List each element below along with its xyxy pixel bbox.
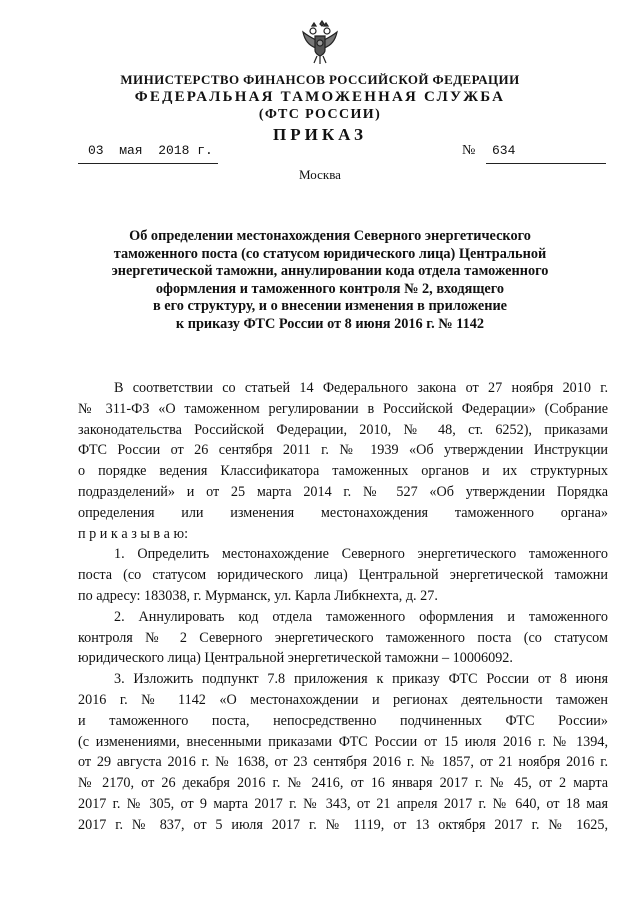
document-title bbox=[80, 228, 580, 333]
service-abbreviation: (ФТС РОССИИ) bbox=[258, 107, 382, 122]
body-line: контроля № 2 Северного энергетического таможенного поста (со статусом bbox=[78, 629, 608, 646]
body-line: (с изменениями, внесенными приказами ФТС России от 15 июля 2016 г. № 1394, bbox=[78, 733, 608, 750]
body-line: п р и к а з ы в а ю: bbox=[78, 525, 189, 542]
body-line: 2017 г. № 837, от 5 июля 2017 г. № 1119, от 13 октября 2017 г. № 1625, bbox=[78, 816, 608, 833]
title-line: оформления и таможенного контроля № 2, входящего bbox=[155, 280, 505, 297]
body-line: ФТС России от 26 сентября 2011 г. № 1939 «Об утверждении Инструкции bbox=[78, 442, 608, 459]
body-line: № 311-ФЗ «О таможенном регулировании в Российской Федерации» (Собрание bbox=[78, 400, 608, 417]
body-line: 3. Изложить подпункт 7.8 приложения к приказу ФТС России от 8 июня bbox=[114, 671, 608, 688]
title-line: в его структуру, и о внесении изменения в приложение bbox=[152, 298, 508, 314]
ministry-name: МИНИСТЕРСТВО ФИНАНСОВ РОССИЙСКОЙ ФЕДЕРАЦИИ bbox=[120, 72, 520, 87]
body-line: юридического лица) Центральной энергетической таможни – 10006092. bbox=[78, 650, 513, 667]
body-line: и таможенного поста, непосредственно подчиненных ФТС России» bbox=[78, 712, 608, 729]
body-line: № 2170, от 26 декабря 2016 г. № 2416, от 16 января 2017 г. № 45, от 2 марта bbox=[78, 775, 608, 792]
title-line: Об определении местонахождения Северного энергетического bbox=[129, 228, 531, 244]
body-line: 1. Определить местонахождение Северного энергетического таможенного bbox=[114, 546, 608, 563]
body-line: 2017 г. № 305, от 9 марта 2017 г. № 343, от 21 апреля 2017 г. № 640, от 18 мая bbox=[78, 795, 608, 812]
document-body bbox=[78, 378, 608, 836]
body-line: В соответствии со статьей 14 Федерального закона от 27 ноября 2010 г. bbox=[114, 380, 608, 396]
body-line: о порядке ведения Классификатора таможенных органов и их структурных bbox=[78, 463, 608, 480]
body-line: по адресу: 183038, г. Мурманск, ул. Карла Либкнехта, д. 27. bbox=[78, 587, 438, 604]
body-line: от 29 августа 2016 г. № 1638, от 23 сентября 2016 г. № 1857, от 21 ноября 2016 г. bbox=[78, 754, 608, 771]
body-line: определения или изменения местонахождения таможенного органа» bbox=[78, 504, 608, 521]
body-line: подразделений» и от 25 марта 2014 г. № 527 «Об утверждении Порядка bbox=[78, 483, 608, 500]
order-date: 03 мая 2018 г. bbox=[88, 143, 213, 158]
city: Москва bbox=[299, 167, 341, 182]
order-number: 634 bbox=[492, 143, 516, 158]
body-line: поста (со статусом юридического лица) Центральной энергетической таможни bbox=[78, 567, 608, 584]
body-line: 2016 г. № 1142 «О местонахождении и регионах деятельности таможен bbox=[78, 691, 608, 708]
document-type: ПРИКАЗ bbox=[273, 125, 367, 144]
title-line: к приказу ФТС России от 8 июня 2016 г. № 1142 bbox=[175, 315, 485, 332]
title-line: энергетической таможни, аннулировании кода отдела таможенного bbox=[111, 263, 549, 279]
number-label: № bbox=[462, 143, 476, 158]
body-line: законодательства Российской Федерации, 2010, № 48, ст. 6252), приказами bbox=[78, 421, 608, 438]
service-name: ФЕДЕРАЛЬНАЯ ТАМОЖЕННАЯ СЛУЖБА bbox=[134, 89, 506, 105]
double-headed-eagle-emblem-icon bbox=[300, 18, 340, 66]
body-line: 2. Аннулировать код отдела таможенного оформления и таможенного bbox=[114, 608, 608, 625]
title-line: таможенного поста (со статусом юридического лица) Центральной bbox=[113, 245, 547, 262]
